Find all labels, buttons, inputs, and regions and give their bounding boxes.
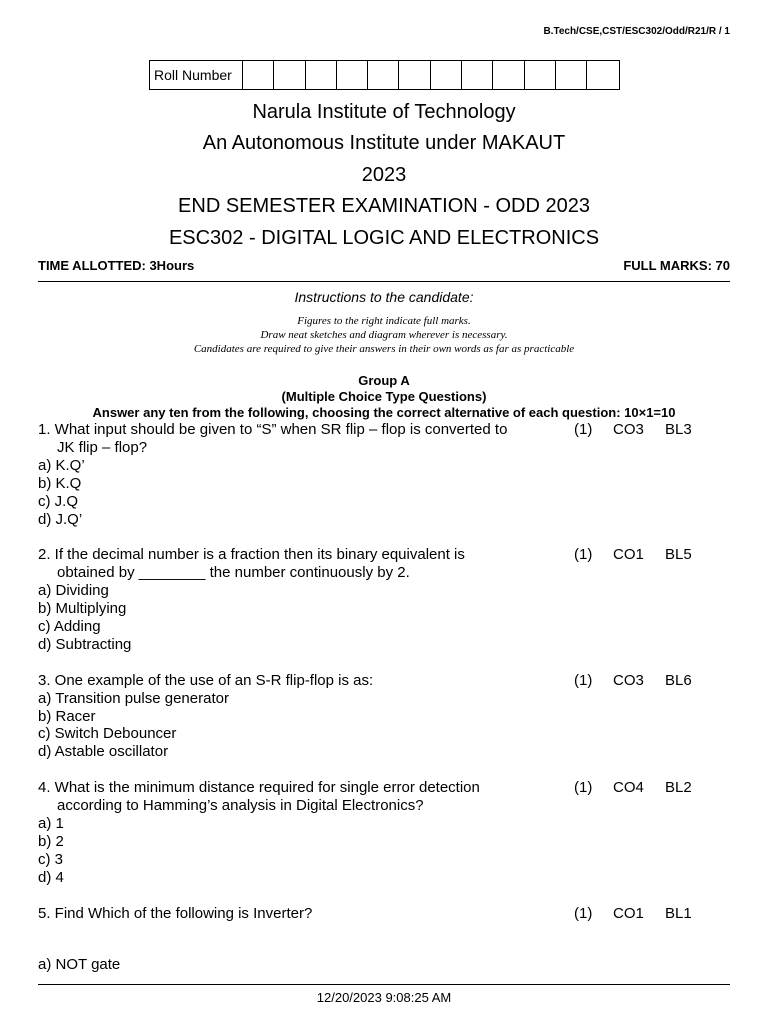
question-marks: (1) xyxy=(574,546,593,563)
option: a) NOT gate xyxy=(38,956,121,973)
option: c) Switch Debouncer xyxy=(38,725,177,742)
question-marks: (1) xyxy=(574,905,593,922)
option: b) Multiplying xyxy=(38,600,127,617)
option: b) 2 xyxy=(38,833,64,850)
option: b) Racer xyxy=(38,708,96,725)
group-name: Group A xyxy=(358,373,410,388)
question-1-meta xyxy=(574,421,692,439)
option: a) Dividing xyxy=(38,582,109,599)
question-marks: (1) xyxy=(574,779,593,796)
roll-number-cell[interactable] xyxy=(243,61,274,89)
roll-number-cell[interactable] xyxy=(306,61,337,89)
roll-number-cell[interactable] xyxy=(587,61,618,89)
question-text: 5. Find Which of the following is Inverter? xyxy=(38,905,313,922)
course-outcome: CO3 xyxy=(613,421,644,438)
bloom-level: BL1 xyxy=(665,905,692,922)
bloom-level: BL5 xyxy=(665,546,692,563)
question-3 xyxy=(38,672,558,690)
course-outcome: CO3 xyxy=(613,672,644,689)
option: a) K.Q’ xyxy=(38,457,85,474)
exam-year: 2023 xyxy=(361,164,407,186)
question-text-continued: according to Hamming’s analysis in Digital Electronics? xyxy=(57,797,424,814)
question-5 xyxy=(38,905,558,923)
question-text: 4. What is the minimum distance required for single error detection xyxy=(38,779,480,796)
course-outcome: CO4 xyxy=(613,779,644,796)
option: d) 4 xyxy=(38,869,64,886)
roll-number-cell[interactable] xyxy=(462,61,493,89)
question-text: 3. One example of the use of an S-R flip-flop is as: xyxy=(38,672,374,689)
roll-number-label: Roll Number xyxy=(150,61,243,89)
question-text-continued: obtained by ________ the number continuously by 2. xyxy=(57,564,410,581)
option: c) 3 xyxy=(38,851,64,868)
bottom-divider xyxy=(38,984,730,985)
question-text: 2. If the decimal number is a fraction then its binary equivalent is xyxy=(38,546,465,563)
question-marks: (1) xyxy=(574,672,593,689)
question-2 xyxy=(38,546,558,582)
option: b) K.Q xyxy=(38,475,82,492)
full-marks: FULL MARKS: 70 xyxy=(623,258,730,273)
institute-name: Narula Institute of Technology xyxy=(252,101,516,123)
roll-number-cell[interactable] xyxy=(368,61,399,89)
option: d) Subtracting xyxy=(38,636,132,653)
group-instruction: Answer any ten from the following, choosing the correct alternative of each question: 10×1=10 xyxy=(92,405,676,420)
question-5-meta xyxy=(574,905,692,923)
instructions-title: Instructions to the candidate: xyxy=(294,289,474,305)
document-code: B.Tech/CSE,CST/ESC302/Odd/R21/R / 1 xyxy=(543,26,730,37)
roll-number-cell[interactable] xyxy=(399,61,430,89)
course-outcome: CO1 xyxy=(613,905,644,922)
question-2-meta xyxy=(574,546,692,564)
bloom-level: BL6 xyxy=(665,672,692,689)
course-outcome: CO1 xyxy=(613,546,644,563)
instruction-line: Figures to the right indicate full marks. xyxy=(297,315,471,327)
group-type: (Multiple Choice Type Questions) xyxy=(281,389,487,404)
question-4-meta xyxy=(574,779,692,797)
question-text-continued: JK flip – flop? xyxy=(57,439,148,456)
option: a) Transition pulse generator xyxy=(38,690,229,707)
bloom-level: BL3 xyxy=(665,421,692,438)
time-allotted: TIME ALLOTTED: 3Hours xyxy=(38,258,195,273)
roll-number-cell[interactable] xyxy=(493,61,524,89)
exam-title: END SEMESTER EXAMINATION - ODD 2023 xyxy=(178,195,590,217)
question-3-meta xyxy=(574,672,692,690)
question-1 xyxy=(38,421,558,457)
option: d) J.Q’ xyxy=(38,511,83,528)
option: d) Astable oscillator xyxy=(38,743,169,760)
option: c) J.Q xyxy=(38,493,78,510)
bloom-level: BL2 xyxy=(665,779,692,796)
instruction-line: Candidates are required to give their answers in their own words as far as practicable xyxy=(193,343,575,355)
instruction-line: Draw neat sketches and diagram wherever is necessary. xyxy=(260,329,508,341)
question-4 xyxy=(38,779,558,815)
course-title: ESC302 - DIGITAL LOGIC AND ELECTRONICS xyxy=(168,227,600,249)
institute-subtitle: An Autonomous Institute under MAKAUT xyxy=(202,132,566,154)
option: c) Adding xyxy=(38,618,101,635)
roll-number-cell[interactable] xyxy=(274,61,305,89)
roll-number-box xyxy=(149,60,620,90)
option: a) 1 xyxy=(38,815,64,832)
question-marks: (1) xyxy=(574,421,593,438)
print-timestamp: 12/20/2023 9:08:25 AM xyxy=(316,990,452,1005)
roll-number-cell[interactable] xyxy=(556,61,587,89)
roll-number-cell[interactable] xyxy=(431,61,462,89)
roll-number-cell[interactable] xyxy=(525,61,556,89)
question-text: 1. What input should be given to “S” when SR flip – flop is converted to xyxy=(38,421,508,438)
roll-number-cell[interactable] xyxy=(337,61,368,89)
top-divider xyxy=(38,281,730,282)
